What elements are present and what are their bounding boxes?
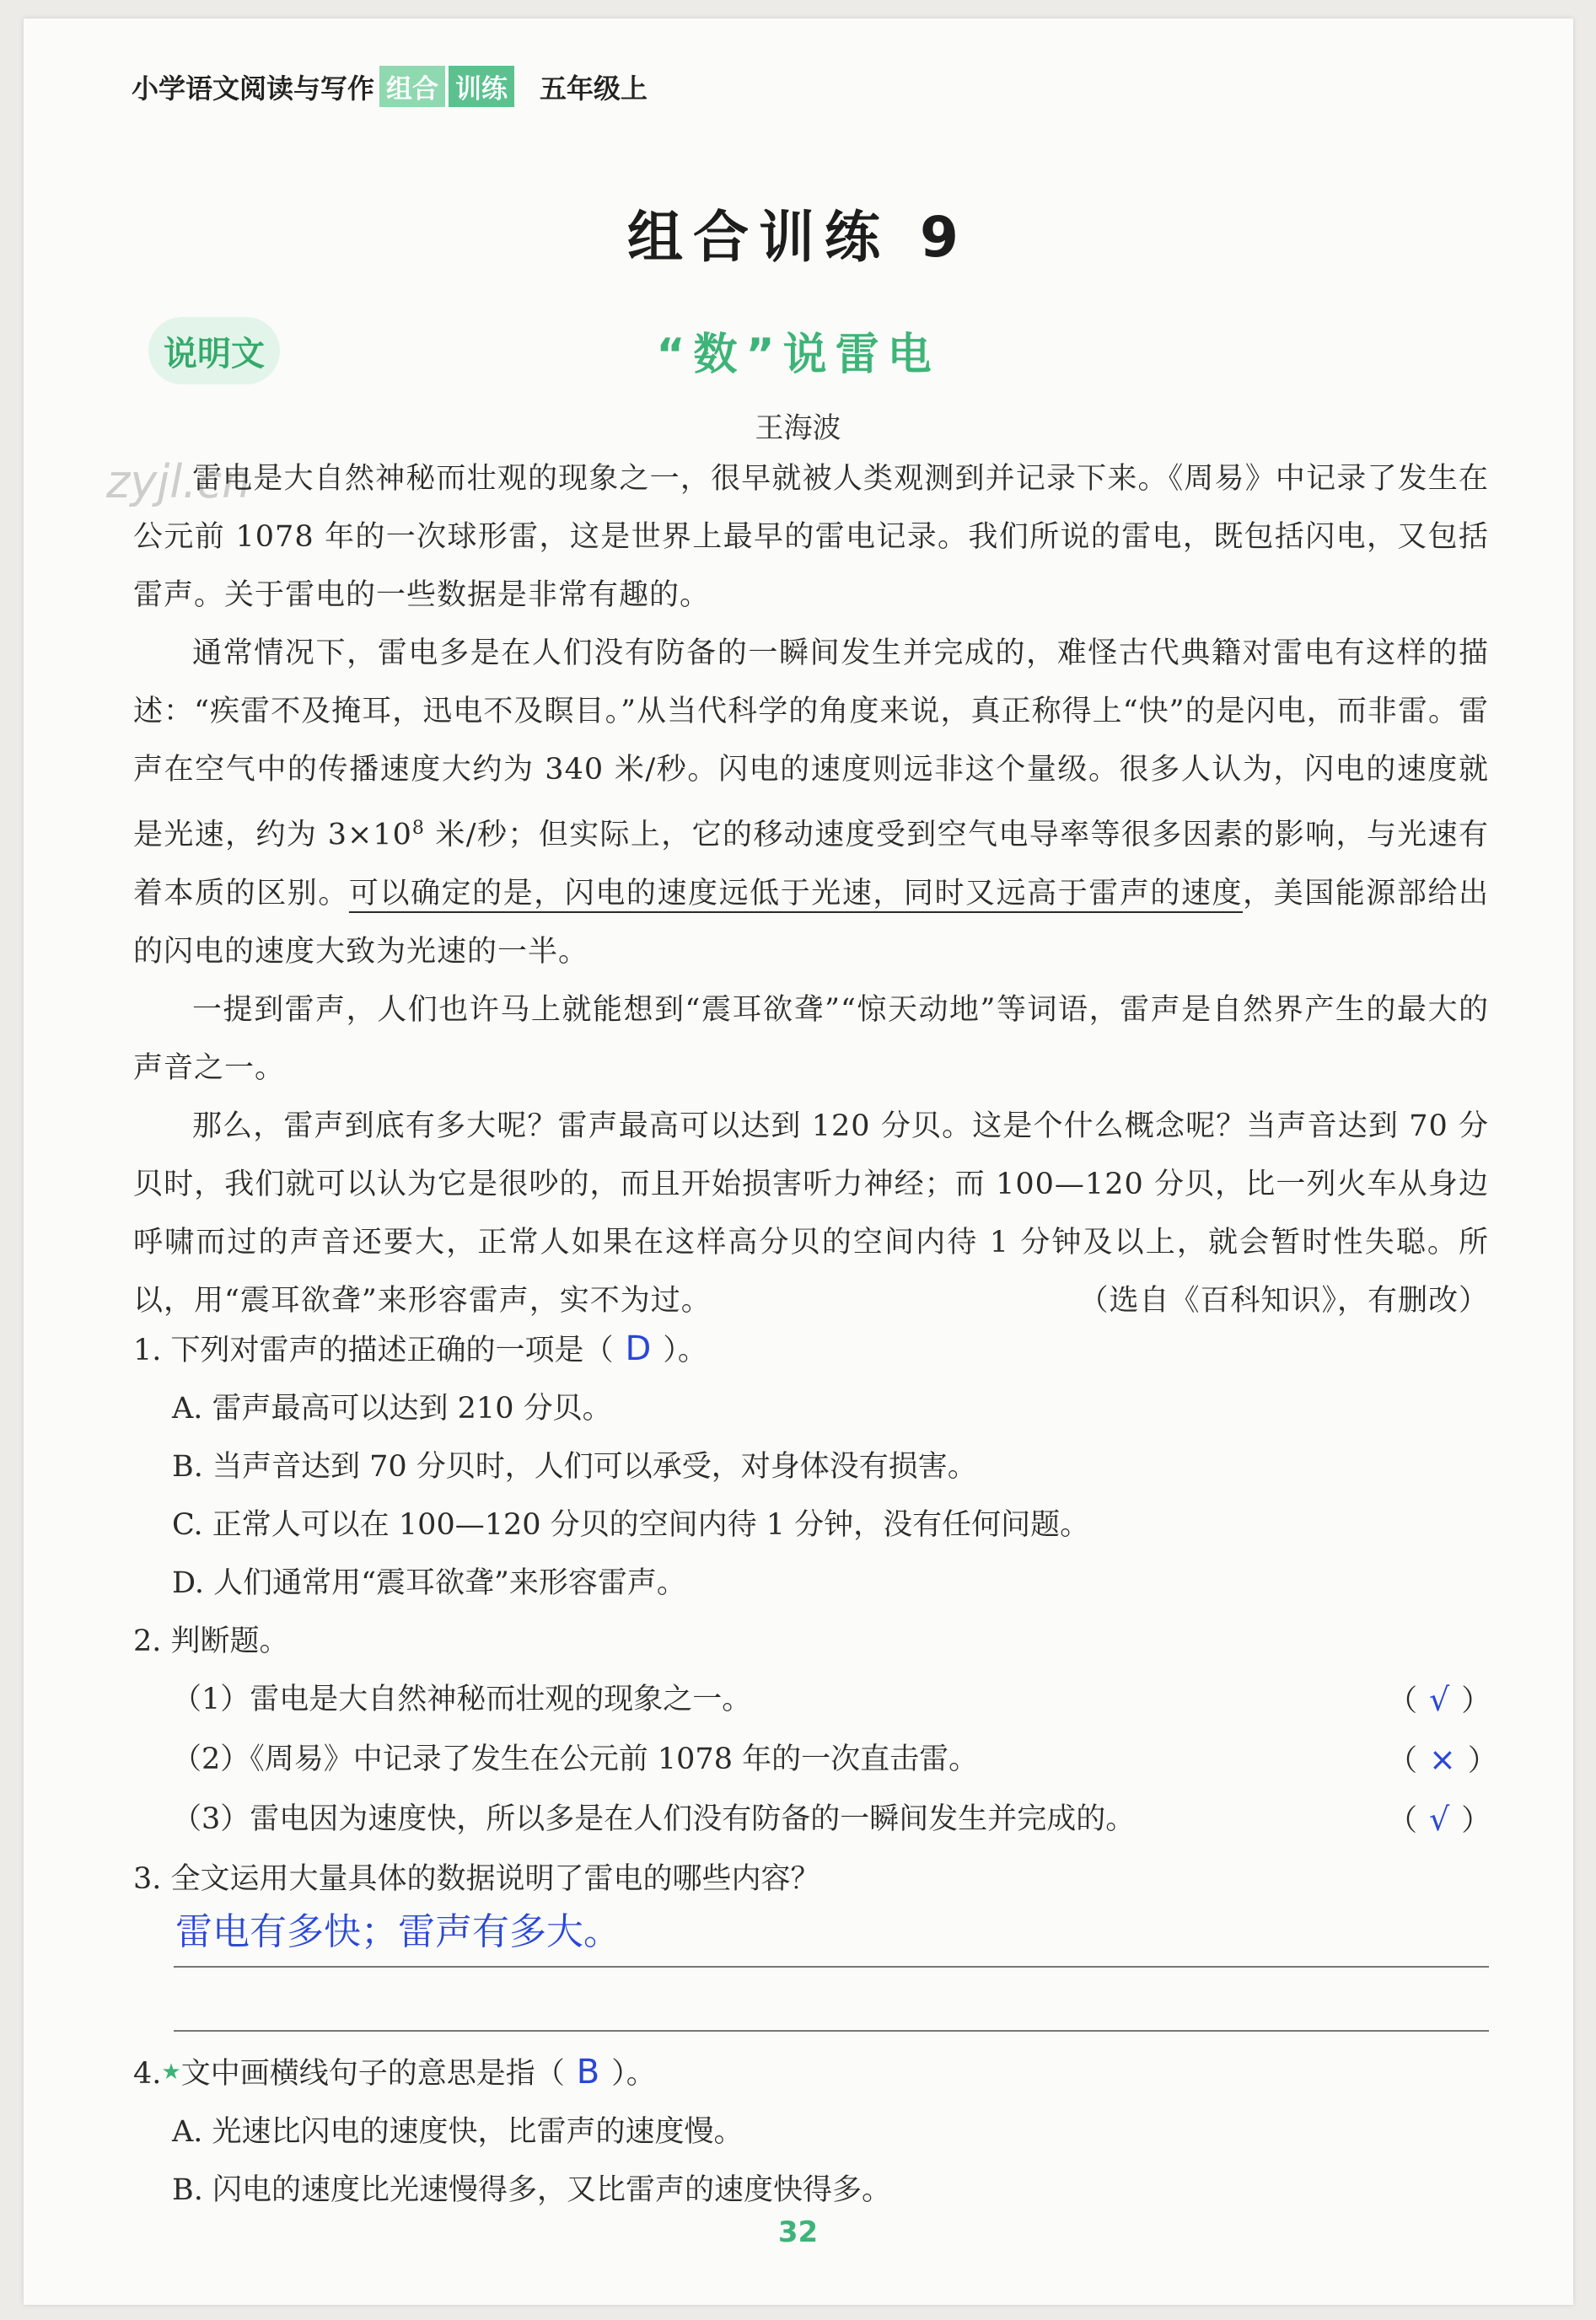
tag-training: 训练 — [449, 66, 514, 107]
source-note: （选自《百科知识》，有删改） — [1078, 1283, 1489, 1318]
q1-option-c: C. 正常人可以在 100—120 分贝的空间内待 1 分钟，没有任何问题。 — [172, 1508, 1090, 1542]
answer-4: B — [576, 2053, 600, 2092]
judge-mark-2: × — [1429, 1741, 1456, 1778]
paragraph-4: 那么，雷声到底有多大呢？雷声最高可以达到 120 分贝。这是个什么概念呢？当声音达到 70 分贝时，我们就可以认为它是很吵的，而且开始损害听力神经；而 100—120 分贝，比一列火车从身边呼啸而过的声音还要大，正常人如果在这样高分贝的空间内待 1 分钟及以上，就会暂时性失聪。所以，用“震耳欲聋”来形容雷声，实不为过。 （选自《百科知识》，有删改） — [133, 1098, 1489, 1330]
page-number: 32 — [777, 2215, 819, 2249]
paragraph-2: 通常情况下，雷电多是在人们没有防备的一瞬间发生并完成的，难怪古代典籍对雷电有这样的描述：“疾雷不及掩耳，迅电不及瞑目。”从当代科学的角度来说，真正称得上“快”的是闪电，而非雷。雷声在空气中的传播速度大约为 340 米/秒。闪电的速度则远非这个量级。很多人认为，闪电的速度就是光速，约为 $3\times 10^8$ 米/秒；但实际上，它的移动速度受到空气电导率等很多因素的影响，与光速有着本质的区别。可以确定的是，闪电的速度远低于光速，同时又远高于雷声的速度，美国能源部给出的闪电的速度大致为光速的一半。 — [133, 636, 1490, 969]
judge-item-3: （3）雷电因为速度快，所以多是在人们没有防备的一瞬间发生并完成的。 （ √ ） — [172, 1801, 1491, 1838]
genre-badge: 说明文 — [148, 317, 280, 384]
article-author: 王海波 — [755, 411, 841, 445]
tag-combo: 组合 — [379, 66, 445, 107]
question-2: 2. 判断题。 — [133, 1625, 289, 1658]
question-4: 4.★文中画横线句子的意思是指（ B ）。 — [133, 2053, 656, 2092]
judge-mark-3: √ — [1429, 1801, 1450, 1838]
q1-option-d: D. 人们通常用“震耳欲聋”来形容雷声。 — [172, 1566, 686, 1600]
q4-option-a: A. 光速比闪电的速度快，比雷声的速度慢。 — [172, 2115, 744, 2149]
q1-option-b: B. 当声音达到 70 分贝时，人们可以承受，对身体没有损害。 — [172, 1450, 977, 1484]
question-3: 3. 全文运用大量具体的数据说明了雷电的哪些内容？ — [133, 1862, 820, 1896]
book-title: 小学语文阅读与写作 — [132, 72, 375, 105]
judge-item-2: （2）《周易》中记录了发生在公元前 1078 年的一次直击雷。 （ × ） — [172, 1741, 1497, 1778]
watermark: zyjl.cn — [106, 455, 251, 508]
q1-option-a: A. 雷声最高可以达到 210 分贝。 — [172, 1392, 612, 1426]
answer-3: 雷电有多快；雷声有多大。 — [175, 1910, 621, 1953]
star-icon: ★ — [161, 2060, 181, 2085]
judge-item-1: （1）雷电是大自然神秘而壮观的现象之一。 （ √ ） — [172, 1681, 1491, 1718]
answer-1: D — [625, 1329, 652, 1368]
article-body — [133, 450, 1489, 1330]
paragraph-1: 雷电是大自然神秘而壮观的现象之一，很早就被人类观测到并记录下来。《周易》中记录了发生在公元前 1078 年的一次球形雷，这是世界上最早的雷电记录。我们所说的雷电，既包括闪电，又包括雷声。关于雷电的一些数据是非常有趣的。 — [133, 462, 1489, 612]
grade-label: 五年级上 — [540, 72, 648, 105]
underlined-sentence: 可以确定的是，闪电的速度远低于光速，同时又远高于雷声的速度 — [348, 876, 1244, 910]
questions-section — [133, 1320, 1497, 2220]
paragraph-3: 一提到雷声，人们也许马上就能想到“震耳欲聋”“惊天动地”等词语，雷声是自然界产生的最大的声音之一。 — [133, 992, 1489, 1085]
book-header — [132, 66, 648, 107]
q4-option-b: B. 闪电的速度比光速慢得多，又比雷声的速度快得多。 — [172, 2173, 891, 2207]
article-title: “数”说雷电 — [656, 330, 940, 380]
judge-mark-1: √ — [1429, 1681, 1450, 1718]
page-title: 组合训练 9 — [627, 205, 969, 270]
question-1: 1. 下列对雷声的描述正确的一项是（ D ）。 — [133, 1329, 707, 1368]
